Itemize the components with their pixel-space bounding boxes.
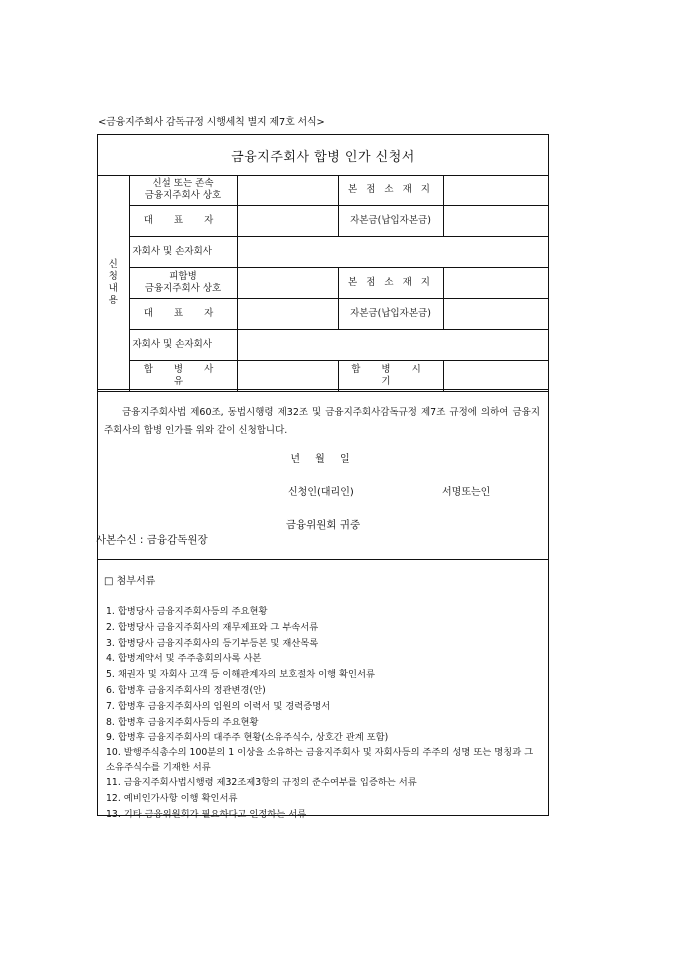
section-char: 용 <box>108 295 118 306</box>
section-char: 내 <box>108 283 118 294</box>
application-details-table <box>98 175 548 392</box>
list-item: 8. 합병후 금융지주회사등의 주요현황 <box>106 716 259 728</box>
section-label <box>98 175 129 392</box>
label-merger-date: 합 병 시 기 <box>338 361 443 392</box>
table-row <box>98 175 548 206</box>
value-capital-2[interactable] <box>443 299 548 330</box>
label-surviving-company-name <box>129 175 237 206</box>
list-item: 12. 예비인가사항 이행 확인서류 <box>106 792 238 804</box>
form-header-note: <금융지주회사 감독규정 시행세칙 별지 제7호 서식> <box>98 117 325 128</box>
attachments-list <box>106 604 542 823</box>
application-form <box>96 134 549 820</box>
table-row <box>98 330 548 361</box>
label-merger-reason: 합 병 사 유 <box>129 361 237 392</box>
label-representative-1: 대 표 자 <box>129 206 237 237</box>
addressee: 금융위원회 귀중 <box>285 519 361 531</box>
list-item: 10. 발행주식총수의 100분의 1 이상을 소유하는 금융지주회사 및 자회사등의 주주의 성명 또는 명칭과 그 소유주식수를 기재한 서류 <box>106 747 534 773</box>
date-line: 년 월 일 <box>290 454 356 465</box>
value-merger-date[interactable] <box>443 361 548 392</box>
label-subsidiaries-1: 자회사 및 손자회사 <box>129 237 237 268</box>
table-row <box>98 361 548 392</box>
value-head-office-2[interactable] <box>443 268 548 299</box>
label-line: 금융지주회사 상호 <box>144 283 222 294</box>
value-head-office-1[interactable] <box>443 175 548 206</box>
label-line: 피합병 <box>169 271 197 282</box>
value-capital-1[interactable] <box>443 206 548 237</box>
list-item: 2. 합병당사 금융지주회사의 재무제표와 그 부속서류 <box>106 621 319 633</box>
declaration-text: 금융지주회사법 제60조, 동법시행령 제32조 및 금융지주회사감독규정 제7조 규정에 의하여 금융지주회사의 합병 인가를 위와 같이 신청합니다. <box>104 407 540 436</box>
value-representative-1[interactable] <box>237 206 338 237</box>
list-item: 6. 합병후 금융지주회사의 정관변경(안) <box>106 684 266 696</box>
table-row <box>98 237 548 268</box>
form-title: 금융지주회사 합병 인가 신청서 <box>98 135 548 176</box>
table-row <box>98 268 548 299</box>
value-representative-2[interactable] <box>237 299 338 330</box>
label-capital-2: 자본금(납입자본금) <box>338 299 443 330</box>
applicant-label: 신청인(대리인) <box>288 487 354 498</box>
table-row <box>98 206 548 237</box>
attachments-title: □ 첨부서류 <box>104 576 156 587</box>
signature-label: 서명또는인 <box>442 487 491 498</box>
label-subsidiaries-2: 자회사 및 손자회사 <box>129 330 237 361</box>
value-subsidiaries-2[interactable] <box>237 330 548 361</box>
table-row <box>98 299 548 330</box>
label-line: 금융지주회사 상호 <box>144 190 222 201</box>
list-item: 5. 채권자 및 자회사 고객 등 이해관계자의 보호절차 이행 확인서류 <box>106 669 375 681</box>
value-surviving-company-name[interactable] <box>237 175 338 206</box>
value-merged-company-name[interactable] <box>237 268 338 299</box>
list-item: 9. 합병후 금융지주회사의 대주주 현황(소유주식수, 상호간 관계 포함) <box>106 732 389 744</box>
label-capital-1: 자본금(납입자본금) <box>338 206 443 237</box>
list-item: 4. 합병계약서 및 주주총회의사록 사본 <box>106 653 262 665</box>
section-char: 청 <box>108 271 118 282</box>
value-subsidiaries-1[interactable] <box>237 237 548 268</box>
section-char: 신 <box>108 259 118 270</box>
declaration-section <box>98 389 548 560</box>
list-item: 7. 합병후 금융지주회사의 임원의 이력서 및 경력증명서 <box>106 700 331 712</box>
label-head-office-2: 본 점 소 재 지 <box>338 268 443 299</box>
value-merger-reason[interactable] <box>237 361 338 392</box>
list-item: 3. 합병당사 금융지주회사의 등기부등본 및 재산목록 <box>106 637 319 649</box>
list-item: 11. 금융지주회사법시행령 제32조제3항의 규정의 준수여부를 입증하는 서류 <box>106 777 417 789</box>
cc-recipient: 사본수신 : 금융감독원장 <box>96 534 208 546</box>
attachments-section <box>98 559 548 820</box>
list-item: 1. 합병당사 금융지주회사등의 주요현황 <box>106 606 268 617</box>
label-merged-company-name <box>129 268 237 299</box>
label-representative-2: 대 표 자 <box>129 299 237 330</box>
label-line: 신설 또는 존속 <box>152 178 214 189</box>
list-item: 13. 기타 금융위원회가 필요하다고 인정하는 서류 <box>106 808 307 820</box>
label-head-office-1: 본 점 소 재 지 <box>338 175 443 206</box>
